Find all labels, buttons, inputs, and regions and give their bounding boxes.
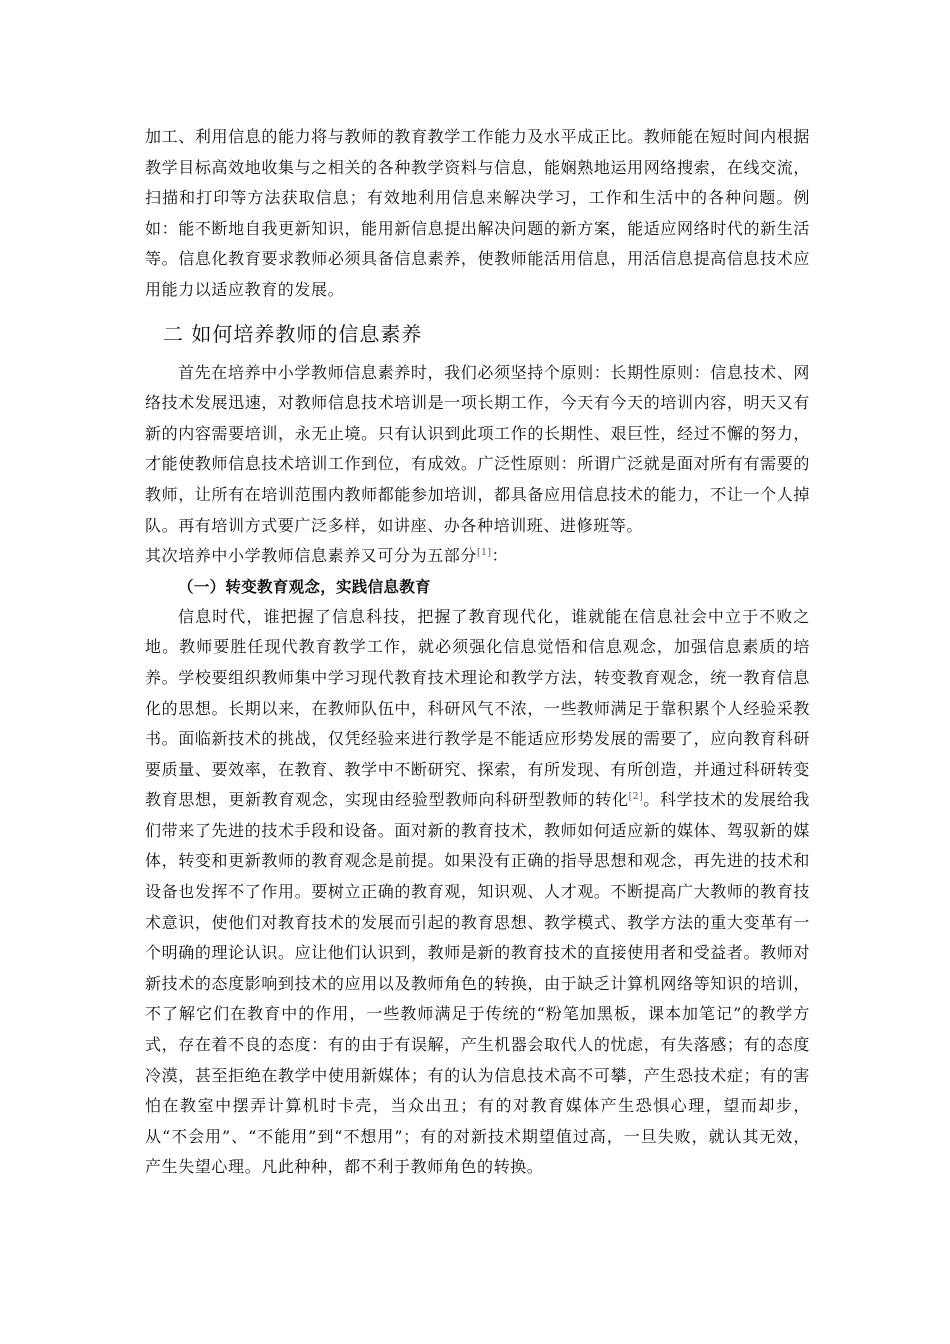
citation-ref-1: [1] (477, 548, 492, 559)
paragraph-concept-change-part1: 信息时代，谁把握了信息科技，把握了教育现代化，谁就能在信息社会中立于不败之地。教师要胜任现代教育教学工作，就必须强化信息觉悟和信息观念，加强信息素质的培养。学校要组织教师集中学习现代教育技术理论和教学方法，转变教育观念，统一教育信息化的思想。长期以来，在教师队伍中，科研风气不浓，一些教师满足于靠积累个人经验采教书。面临新技术的挑战，仅凭经验来进行教学是不能适应形势发展的需要了，应向教育科研要质量、要效率，在教育、教学中不断研究、探索，有所发现、有所创造，并通过科研转变教育思想，更新教育观念，实现由经验型教师向科研型教师的转化 (145, 606, 810, 810)
citation-ref-2: [2] (628, 792, 644, 803)
document-page (145, 122, 810, 1183)
paragraph-five-parts-text: 其次培养中小学教师信息素养又可分为五部分 (145, 546, 478, 566)
paragraph-five-parts-end: ： (491, 546, 509, 566)
subsection-heading: （一）转变教育观念，实践信息教育 (178, 577, 431, 596)
paragraph-principles: 首先在培养中小学教师信息素养时，我们必须坚持个原则：长期性原则：信息技术、网络技术发展迅速，对教师信息技术培训是一项长期工作，今天有今天的培训内容，明天又有新的内容需要培训，永无止境。只有认识到此项工作的长期性、艰巨性，经过不懈的努力，才能使教师信息技术培训工作到位，有成效。广泛性原则：所谓广泛就是面对所有有需要的教师，让所有在培训范围内教师都能参加培训，都具备应用信息技术的能力，不让一个人掉队。再有培训方式要广泛多样，如讲座、办各种培训班、进修班等。 (145, 362, 810, 535)
paragraph-intro-continued: 加工、利用信息的能力将与教师的教育教学工作能力及水平成正比。教师能在短时间内根据教学目标高效地收集与之相关的各种教学资料与信息，能娴熟地运用网络搜索，在线交流，扫描和打印等方法获取信息；有效地利用信息来解决学习，工作和生活中的各种问题。例如：能不断地自我更新知识，能用新信息提出解决问题的新方案，能适应网络时代的新生活等。信息化教育要求教师必须具备信息素养，使教师能活用信息，用活信息提高信息技术应用能力以适应教育的发展。 (145, 127, 810, 299)
paragraph-concept-change (145, 602, 810, 1183)
paragraph-concept-change-part2: 。科学技术的发展给我们带来了先进的技术手段和设备。面对新的教育技术，教师如何适应新的媒体、驾驭新的媒体，转变和更新教师的教育观念是前提。如果没有正确的指导思想和观念，再先进的技术和设备也发挥不了作用。要树立正确的教育观，知识观、人才观。不断提高广大教师的教育技术意识，使他们对教育技术的发展而引起的教育思想、教学模式、教学方法的重大变革有一个明确的理论认识。应让他们认识到，教师是新的教育技术的直接使用者和受益者。教师对新技术的态度影响到技术的应用以及教师角色的转换，由于缺乏计算机网络等知识的培训，不了解它们在教育中的作用，一些教师满足于传统的“粉笔加黑板，课本加笔记”的教学方式，存在着不良的态度：有的由于有误解，产生机器会取代人的忧虑，有失落感；有的态度冷漠，甚至拒绝在教学中使用新媒体；有的认为信息技术高不可攀，产生恐技术症；有的害怕在教室中摆弄计算机时卡壳，当众出丑；有的对教育媒体产生恐惧心理，望而却步，从“不会用”、“不能用”到“不想用”；有的对新技术期望值过高，一旦失败，就认其无效，产生失望心理。凡此种种，都不利于教师角色的转换。 (145, 790, 810, 1177)
section-heading: 二 如何培养教师的信息素养 (163, 321, 423, 346)
paragraph-five-parts (145, 541, 810, 572)
